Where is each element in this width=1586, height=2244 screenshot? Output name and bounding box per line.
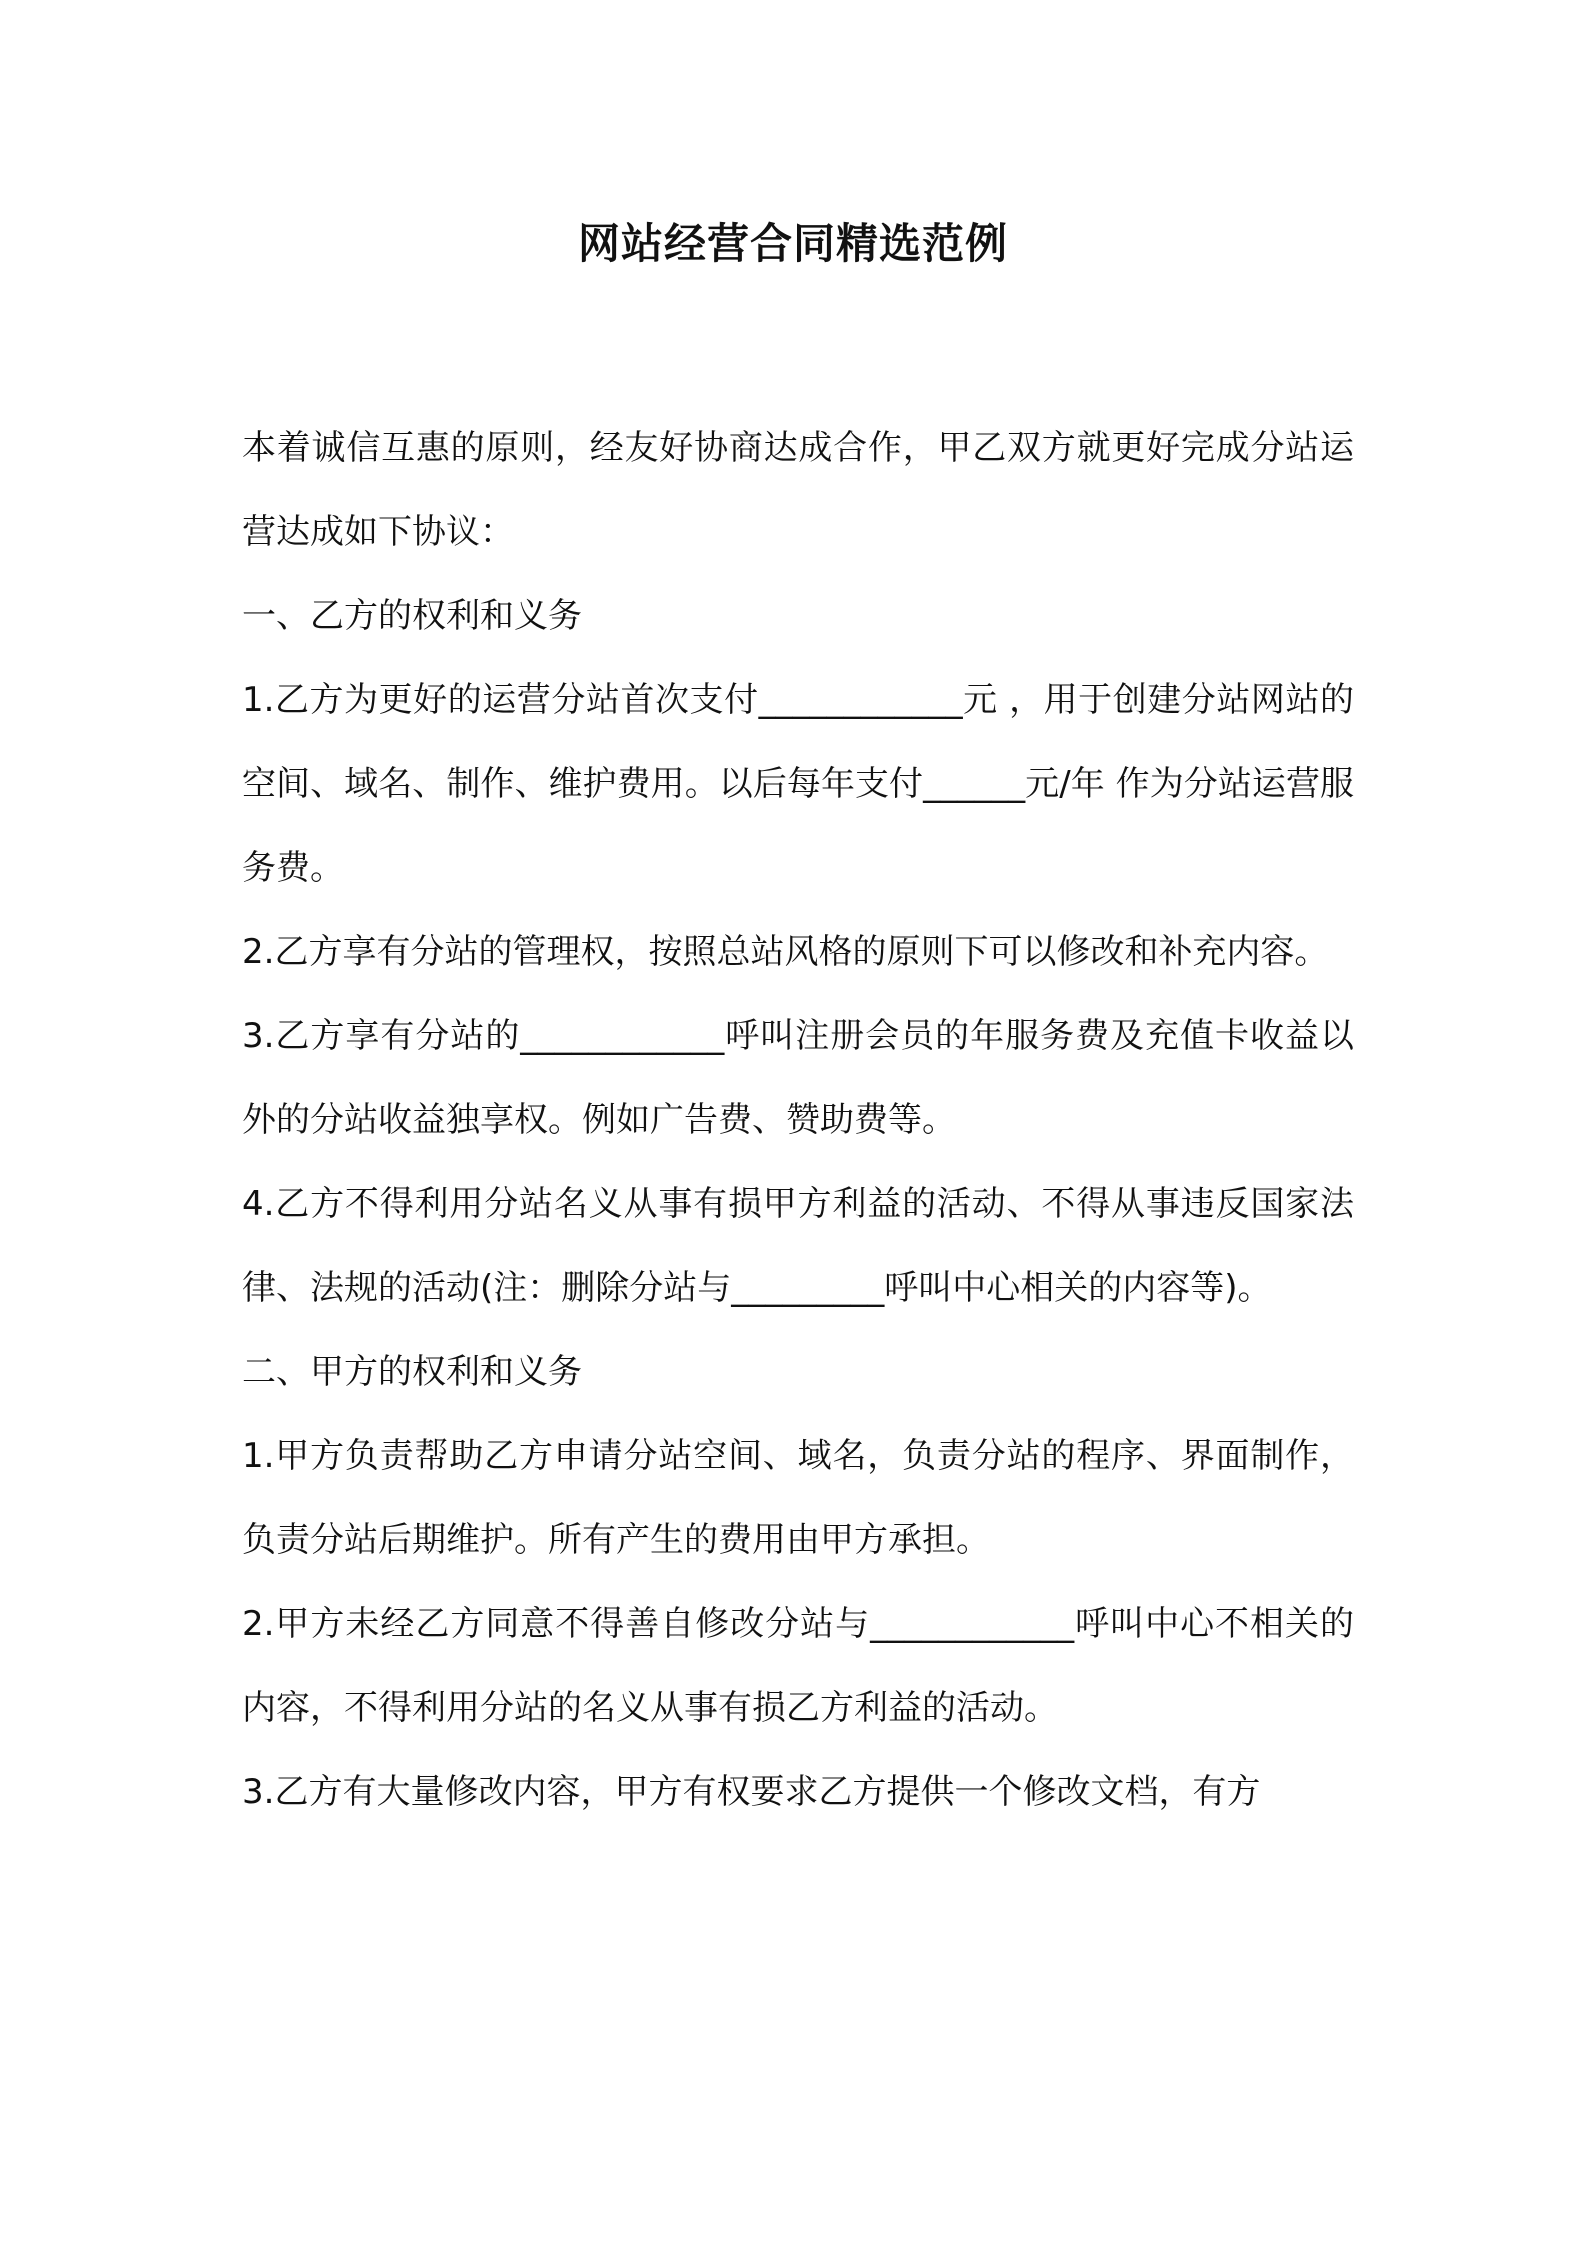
clause-a-2: 2.甲方未经乙方同意不得善自修改分站与____________呼叫中心不相关的内容，不得利用分站的名义从事有损乙方利益的活动。: [242, 1604, 1354, 1728]
paragraph-intro: 本着诚信互惠的原则，经友好协商达成合作，甲乙双方就更好完成分站运营达成如下协议：: [242, 428, 1354, 552]
clause-b-3: 3.乙方享有分站的____________呼叫注册会员的年服务费及充值卡收益以外的分站收益独享权。例如广告费、赞助费等。: [242, 1016, 1354, 1140]
document-body: [242, 406, 1354, 1834]
clause-a-3: 3.乙方有大量修改内容，甲方有权要求乙方提供一个修改文档，有方: [242, 1772, 1261, 1812]
clause-b-2: 2.乙方享有分站的管理权，按照总站风格的原则下可以修改和补充内容。: [242, 932, 1329, 972]
clause-b-4: 4.乙方不得利用分站名义从事有损甲方利益的活动、不得从事违反国家法律、法规的活动(注：删除分站与_________呼叫中心相关的内容等)。: [242, 1184, 1354, 1308]
document-title: 网站经营合同精选范例: [577, 219, 1008, 268]
clause-a-1: 1.甲方负责帮助乙方申请分站空间、域名，负责分站的程序、界面制作，负责分站后期维护。所有产生的费用由甲方承担。: [242, 1436, 1354, 1560]
section-heading-party-a: 二、甲方的权利和义务: [242, 1352, 582, 1392]
clause-b-1: 1.乙方为更好的运营分站首次支付____________元 ，用于创建分站网站的空间、域名、制作、维护费用。以后每年支付______元/年 作为分站运营服务费。: [242, 680, 1354, 888]
section-heading-party-b: 一、乙方的权利和义务: [242, 596, 582, 636]
